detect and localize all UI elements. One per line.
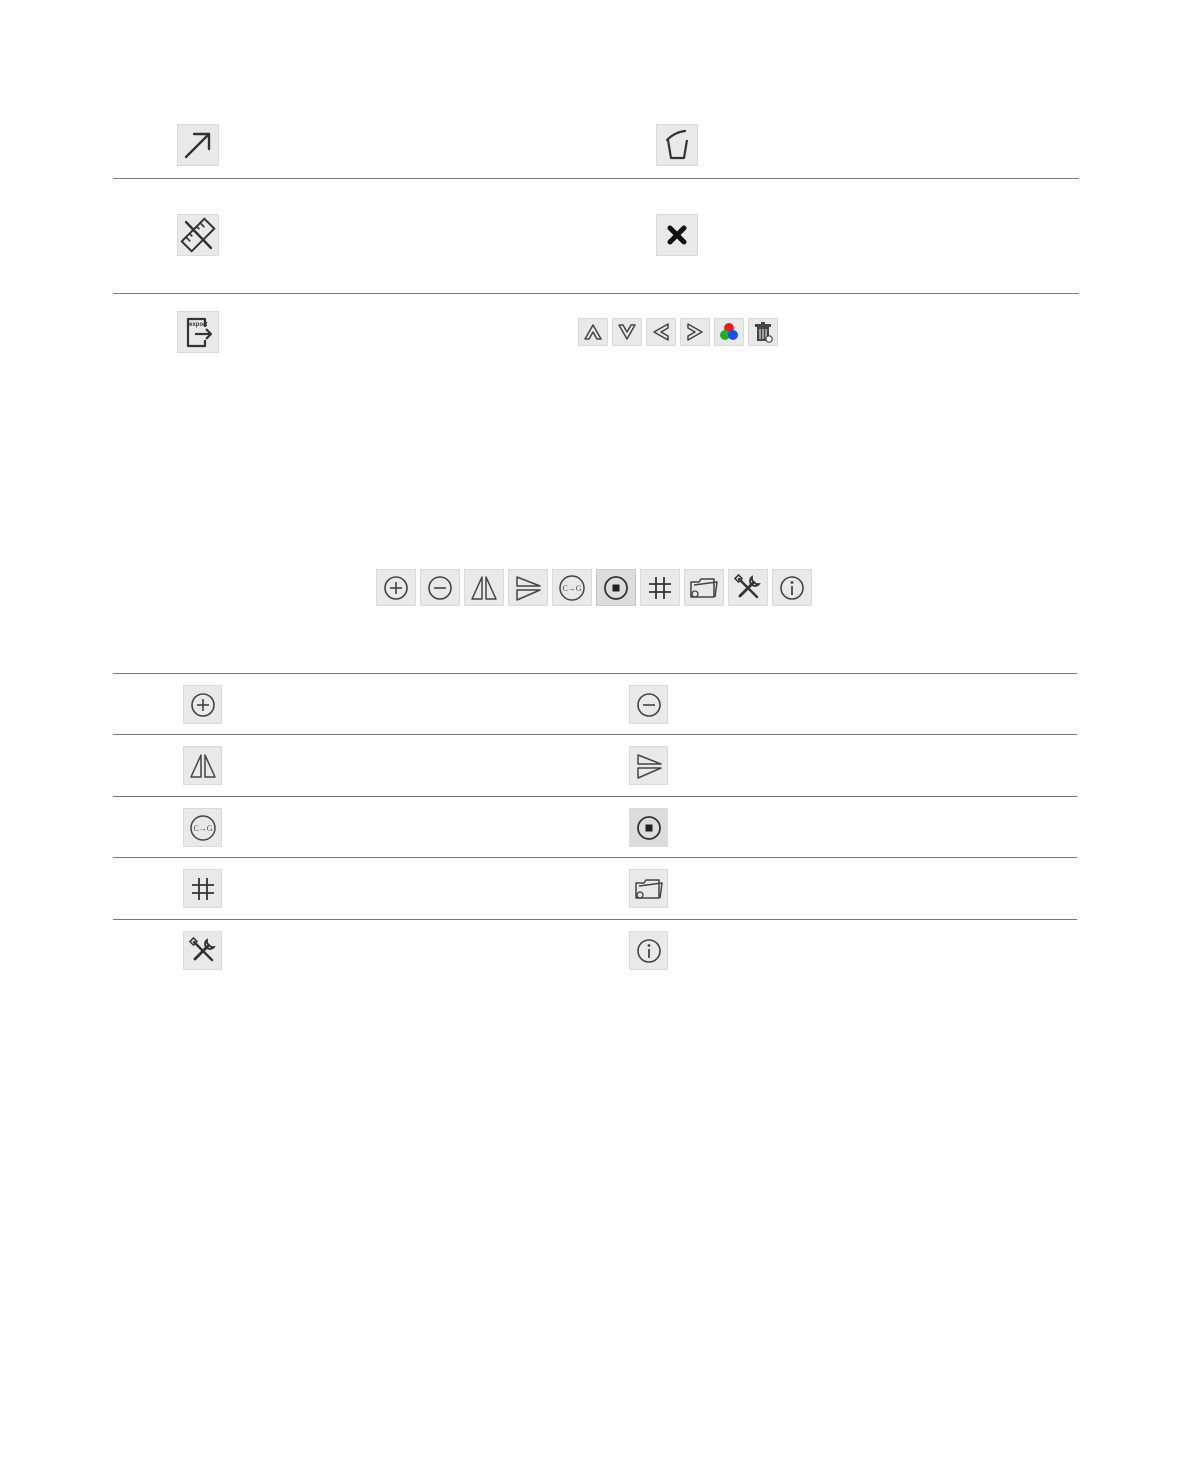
trash-can-icon <box>656 124 698 166</box>
flip-vertical-icon <box>629 746 668 785</box>
flip-horizontal-icon[interactable] <box>464 569 504 606</box>
zoom-in-icon <box>183 685 222 724</box>
record-icon <box>629 808 668 847</box>
record-icon[interactable] <box>596 569 636 606</box>
main-toolbar <box>376 569 816 607</box>
move-down-icon <box>612 318 642 346</box>
layer-controls-group <box>578 318 778 346</box>
color-palette-icon <box>714 318 744 346</box>
table-divider <box>113 178 1079 179</box>
table-divider <box>113 293 1079 294</box>
open-folder-icon[interactable] <box>684 569 724 606</box>
zoom-out-icon <box>629 685 668 724</box>
zoom-out-icon[interactable] <box>420 569 460 606</box>
c-to-g-label: C→G <box>562 583 582 593</box>
move-up-icon <box>578 318 608 346</box>
c-to-g-icon <box>183 808 222 847</box>
table-divider <box>113 857 1077 858</box>
table-divider <box>113 796 1077 797</box>
move-right-icon <box>680 318 710 346</box>
open-folder-icon <box>629 869 668 908</box>
move-left-icon <box>646 318 676 346</box>
table-divider <box>113 919 1077 920</box>
grid-icon <box>183 869 222 908</box>
grid-icon[interactable] <box>640 569 680 606</box>
table-divider <box>113 734 1077 735</box>
close-icon <box>656 214 698 256</box>
c-to-g-icon[interactable] <box>552 569 592 606</box>
info-icon[interactable] <box>772 569 812 606</box>
c-to-g-label: C→G <box>192 823 213 833</box>
flip-horizontal-icon <box>183 746 222 785</box>
table-divider <box>113 673 1077 674</box>
hide-ruler-icon <box>177 214 219 256</box>
info-icon <box>629 931 668 970</box>
flip-vertical-icon[interactable] <box>508 569 548 606</box>
delete-icon <box>748 318 778 346</box>
settings-tools-icon[interactable] <box>728 569 768 606</box>
export-icon <box>177 311 219 353</box>
export-icon-label: export <box>189 322 208 328</box>
zoom-in-icon[interactable] <box>376 569 416 606</box>
arrow-tool-icon <box>177 124 219 166</box>
settings-tools-icon <box>183 931 222 970</box>
